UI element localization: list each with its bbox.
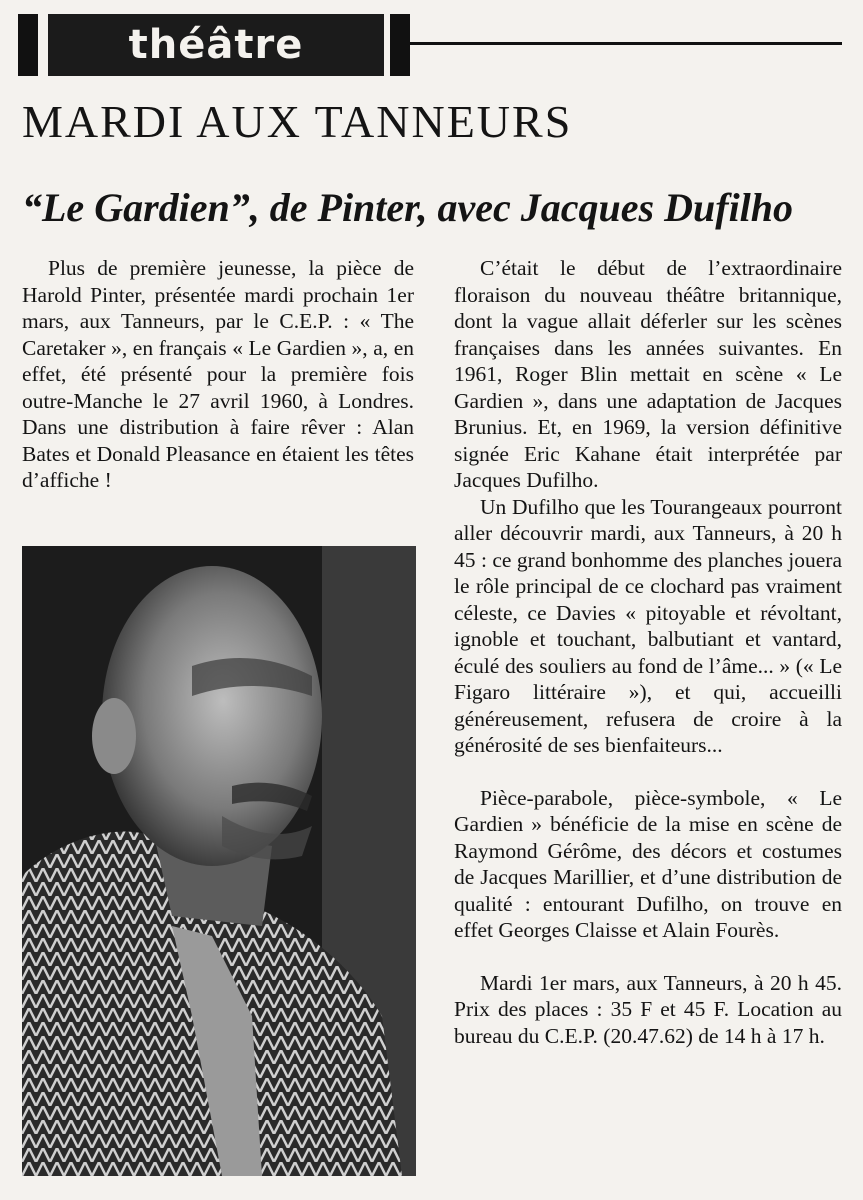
paragraph: Un Dufilho que les Tourangeaux pourront aller découvrir mardi, aux Tanneurs, à 20 h 45 : ce grand bonhomme des planches jouera le rôle principal de ce clochard pas vraiment céleste, ce Davies « pitoyable et révoltant, ignoble et touchant, balbutiant et vantard, éculé des souliers au fond de l’âme... » (« Le Figaro littéraire »), et qui, accueilli généreusement, refusera de croire à la générosité de ses bienfaiteurs... xyxy=(454,494,842,757)
section-label: théâtre xyxy=(48,14,384,76)
rubric-left-bar xyxy=(18,14,38,76)
section-rubric xyxy=(18,14,410,76)
portrait-illustration xyxy=(22,546,416,1176)
portrait-photo xyxy=(22,546,416,1176)
article-column-left xyxy=(22,255,414,494)
headline: MARDI AUX TANNEURS xyxy=(22,96,573,147)
paragraph: Pièce-parabole, pièce-symbole, « Le Gardien » bénéficie de la mise en scène de Raymond Gérôme, des décors et costumes de Jacques Marillier, et d’une distribution de qualité : entourant Dufilho, on trouve en effet Georges Claisse et Alain Fourès. xyxy=(454,785,842,942)
header-rule xyxy=(410,42,842,45)
article-column-right xyxy=(454,255,842,1049)
practical-info: Mardi 1er mars, aux Tanneurs, à 20 h 45. Prix des places : 35 F et 45 F. Location au bureau du C.E.P. (20.47.62) de 14 h à 17 h. xyxy=(454,970,842,1048)
paragraph: Plus de première jeunesse, la pièce de Harold Pinter, présentée mardi prochain 1er mars, aux Tanneurs, par le C.E.P. : « The Caretaker », en français « Le Gardien », a, en effet, été présenté pour la première fois outre-Manche le 27 avril 1960, à Londres. Dans une distribution à faire rêver : Alan Bates et Donald Pleasance en étaient les têtes d’affiche ! xyxy=(22,256,414,492)
paragraph: C’était le début de l’extraordinaire floraison du nouveau théâtre britannique, dont la vague allait déferler sur les scènes françaises dans les années suivantes. En 1961, Roger Blin mettait en scène « Le Gardien », dans une adaptation de Jacques Brunius. Et, en 1969, la version définitive signée Eric Kahane était interprétée par Jacques Dufilho. xyxy=(454,256,842,492)
subtitle: “Le Gardien”, de Pinter, avec Jacques Dufilho xyxy=(22,185,794,230)
rubric-right-bar xyxy=(390,14,410,76)
